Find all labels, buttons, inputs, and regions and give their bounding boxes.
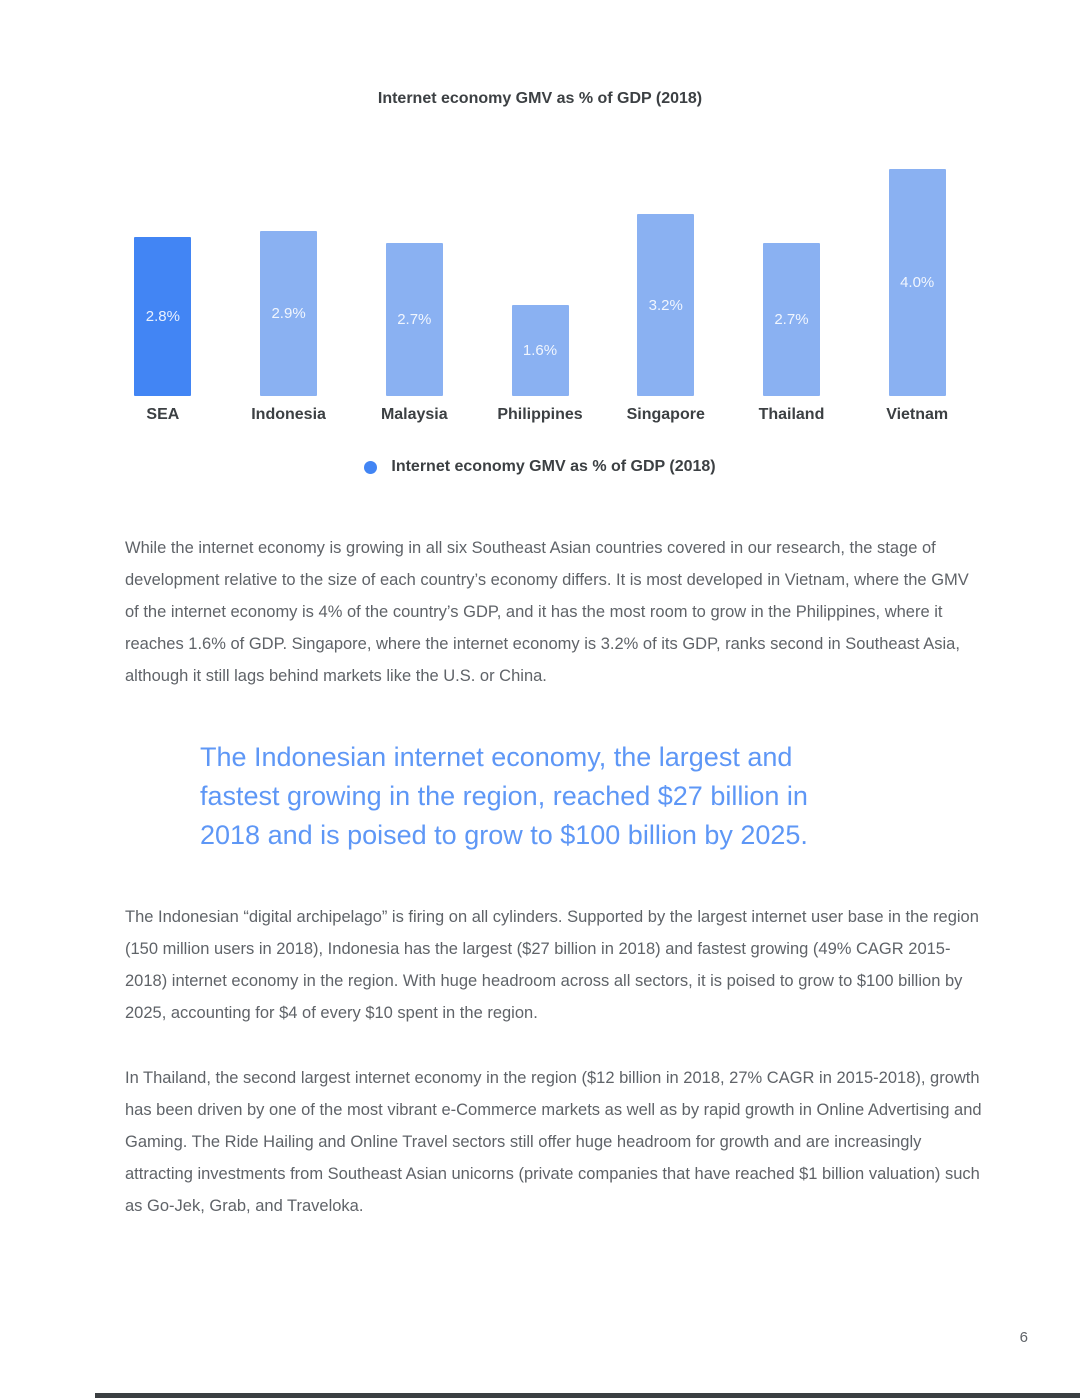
x-axis-label-singapore: Singapore — [626, 406, 705, 423]
x-axis-labels — [100, 406, 980, 424]
bar-thailand — [763, 243, 820, 396]
bar-indonesia — [260, 231, 317, 396]
x-axis-label-thailand: Thailand — [758, 406, 825, 423]
x-axis-label-sea: SEA — [146, 406, 180, 423]
bar-philippines — [512, 305, 569, 396]
x-axis-label-vietnam: Vietnam — [886, 406, 949, 423]
bar-value-label: 1.6% — [522, 342, 558, 360]
paragraph-indonesia: The Indonesian “digital archipelago” is firing on all cylinders. Supported by the largest internet user base in the region (150 million users in 2018), Indonesia has the largest ($27 billion in 2018) and fastest growing (49% CAGR 2015-2018) internet economy in the region. With huge headroom across all sectors, it is poised to grow to $100 billion by 2025, accounting for $4 of every $10 spent in the region. — [125, 908, 979, 1022]
bar-sea — [134, 237, 191, 396]
bar-value-label: 2.7% — [397, 310, 432, 328]
body-copy — [125, 532, 987, 1222]
bar-column — [854, 146, 980, 396]
bar-column — [729, 146, 855, 396]
bar-column — [100, 146, 226, 396]
bar-value-label: 2.7% — [774, 310, 809, 328]
next-page-edge — [95, 1393, 1080, 1398]
chart-legend — [100, 458, 980, 476]
bar-plot — [100, 146, 980, 396]
bar-singapore — [637, 214, 694, 396]
bar-column — [226, 146, 352, 396]
page-number: 6 — [1019, 1329, 1028, 1346]
x-axis-label-malaysia: Malaysia — [380, 406, 448, 423]
paragraph-thailand: In Thailand, the second largest internet economy in the region ($12 billion in 2018, 27% CAGR in 2015-2018), growth has been driven by one of the most vibrant e-Commerce markets as well as by rapid growth in Online Advertising and Gaming. The Ride Hailing and Online Travel sectors still offer huge headroom for growth and are increasingly attracting investments from Southeast Asian unicorns (private companies that have reached $1 billion valuation) such as Go-Jek, Grab, and Traveloka. — [125, 1069, 982, 1215]
bar-malaysia — [386, 243, 443, 396]
bar-chart — [100, 146, 980, 476]
bar-column — [351, 146, 477, 396]
x-axis-label-philippines: Philippines — [497, 406, 583, 423]
bar-column — [477, 146, 603, 396]
bar-value-label: 2.9% — [271, 305, 306, 323]
bar-vietnam — [889, 169, 946, 396]
pull-quote: The Indonesian internet economy, the largest and fastest growing in the region, reached $27 billion in 2018 and is poised to grow to $100 billion by 2025. — [200, 742, 808, 850]
bar-value-label: 2.8% — [145, 307, 180, 325]
paragraph-overview: While the internet economy is growing in all six Southeast Asian countries covered in our research, the stage of development relative to the size of each country’s economy differs. It is most developed in Vietnam, where the GMV of the internet economy is 4% of the country’s GDP, and it has the most room to grow in the Philippines, where it reaches 1.6% of GDP. Singapore, where the internet economy is 3.2% of its GDP, ranks second in Southeast Asia, although it still lags behind markets like the U.S. or China. — [125, 539, 969, 685]
legend-dot-icon — [364, 461, 377, 474]
bar-column — [603, 146, 729, 396]
bar-value-label: 3.2% — [648, 296, 683, 314]
bar-value-label: 4.0% — [900, 273, 935, 291]
chart-title: Internet economy GMV as % of GDP (2018) — [377, 90, 703, 107]
x-axis-label-indonesia: Indonesia — [251, 406, 326, 423]
legend-label: Internet economy GMV as % of GDP (2018) — [391, 458, 716, 475]
